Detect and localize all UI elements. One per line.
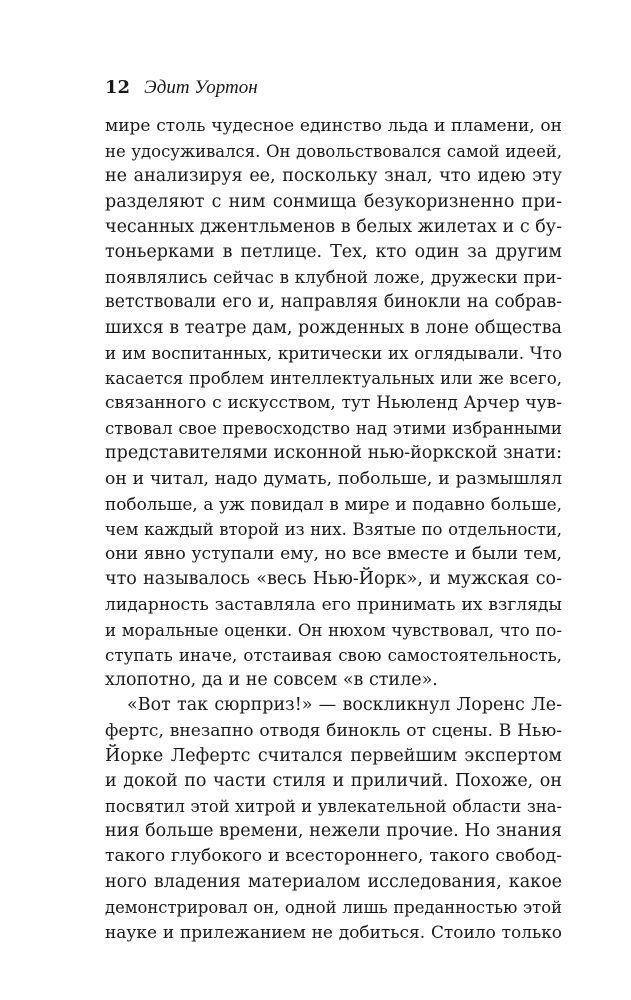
text-line: лидарность заставляла его принимать их взгляды: [105, 594, 562, 615]
text-line: хлопотно, да и не совсем «в стиле».: [105, 670, 438, 691]
text-line: он и читал, надо думать, побольше, и размышлял: [105, 468, 562, 489]
text-line: посвятил этой хитрой и увлекательной области зна-: [105, 797, 562, 817]
text-line: ствовал свое превосходство над этими избранными: [105, 419, 562, 439]
text-line: связанного с искусством, тут Ньюленд Арчер чув-: [105, 393, 562, 414]
text-line: чесанных джентльменов в белых жилетах и с бу-: [105, 216, 562, 237]
text-line: «Вот так сюрприз!» — воскликнул Лоренс Ле-: [127, 695, 562, 716]
text-line: побольше, а уж повидал в мире и подавно больше,: [105, 493, 562, 514]
text-line: разделяют с ним сонмища безукоризненно при-: [105, 191, 562, 212]
text-line: тоньерками в петлице. Тех, кто один за другим: [105, 241, 562, 262]
text-line: не удосуживался. Он довольствовался самой идеей,: [105, 142, 562, 162]
text-line: ного владения материалом исследования, какое: [105, 871, 562, 892]
page-number: 12: [105, 77, 131, 98]
text-line: фертс, внезапно отводя бинокль от сцены. В Нью-: [105, 720, 562, 741]
text-line: чем каждый второй из них. Взятые по отдельности,: [105, 520, 562, 539]
running-head: [105, 76, 258, 100]
text-line: что называлось «весь Нью-Йорк», и мужская со-: [105, 569, 562, 590]
text-line: демонстрировал он, одной лишь преданностью этой: [105, 897, 562, 917]
text-line: мире столь чудесное единство льда и пламени, он: [105, 116, 562, 136]
text-line: ступать иначе, отстаивая свою самостоятельность,: [105, 644, 562, 665]
text-line: ветствовали его и, направляя бинокли на собрав-: [105, 292, 562, 313]
header-author: Эдит Уортон: [144, 77, 258, 98]
text-line: они явно уступали ему, но все вместе и были тем,: [105, 544, 562, 565]
body-text: [105, 114, 562, 945]
text-line: Йорке Лефертс считался первейшим экспертом: [105, 745, 562, 766]
text-line: шихся в театре дам, рожденных в лоне общества: [105, 317, 562, 338]
text-line: ния больше времени, нежели прочие. Но знания: [105, 821, 562, 842]
text-line: и моральные оценки. Он нюхом чувствовал, что по-: [105, 620, 562, 640]
text-line: и докой по части стиля и приличий. Похоже, он: [105, 770, 562, 791]
text-line: и им воспитанных, критически их оглядывали. Что: [105, 343, 562, 363]
text-line: представителями исконной нью-йоркской знати:: [105, 443, 562, 464]
text-line: появлялись сейчас в клубной ложе, дружески при-: [105, 267, 562, 288]
text-line: науке и прилежанием не добиться. Стоило только: [105, 922, 562, 942]
text-line: не анализируя ее, поскольку знал, что идею эту: [105, 166, 562, 187]
text-line: такого глубокого и всестороннего, такого свобод-: [105, 846, 562, 867]
text-line: касается проблем интеллектуальных или же всего,: [105, 368, 562, 388]
